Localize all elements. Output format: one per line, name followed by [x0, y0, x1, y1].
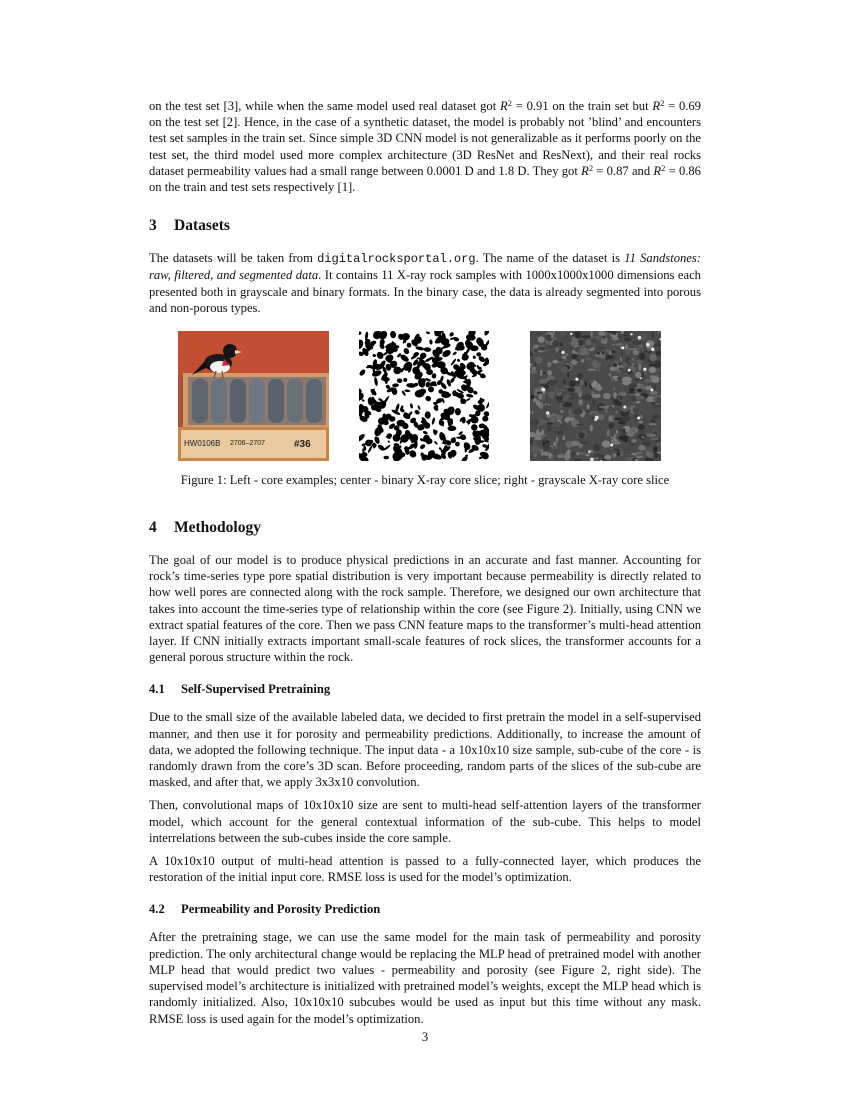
pretraining-paragraph-3: A 10x10x10 output of multi-head attention is passed to a fully-connected layer, which produces the restoration of the initial input core. RMSE loss is used for the model’s optimization.	[149, 854, 701, 885]
r2-value-4: $R^2 = 0.86$	[653, 162, 701, 178]
methodology-paragraph: The goal of our model is to produce physical predictions in an accurate and fast manner. Accounting for rock’s time-series type pore spatial distribution is very important because permeability is directly related to how well pores are connected along with the rock sample. Therefore, we designed our own architecture that takes into account the time-series type of relationship within the core (see Figure 2). Initially, using CNN we extract spatial features of the core. Then we pass CNN feature maps to the transformer’s multi-head attention layer. If CNN initially extracts important small-scale features of rock slices, the transformer accounts for a general porous structure within the rock.	[149, 553, 701, 665]
r2-value-2: $R^2 = 0.69$	[652, 98, 701, 113]
grayscale-xray-slice-image	[530, 331, 661, 461]
r2-value-3: $R^2 = 0.87$	[581, 162, 629, 178]
intro-text-4: and	[628, 163, 654, 178]
section-4-2-heading: 4.2 Permeability and Porosity Prediction	[149, 902, 381, 917]
intro-text-1: on the test set [3], while when the same model used real dataset got	[149, 99, 500, 113]
dataset-name: 11 Sandstones: raw, filtered, and segmented data	[149, 251, 701, 283]
intro-text-5: on the train and test sets respectively [1].	[149, 180, 356, 195]
figure-1	[149, 331, 701, 461]
dataset-url-link[interactable]: digitalrocksportal.org	[317, 252, 476, 267]
core-box-label-3: #36	[294, 439, 311, 451]
core-box-label-2: 2706–2707	[230, 440, 266, 448]
binary-xray-slice-image	[359, 331, 489, 461]
page-body	[149, 98, 701, 1027]
section-3-heading: 3 Datasets	[149, 217, 230, 235]
datasets-paragraph: The datasets will be taken from digitalrocksportal.org. The name of the dataset is 11 Sandstones: raw, filtered, and segmented data. It contains 11 X-ray rock samples with 1000x1000x1000 dimensions each presented both in grayscale and binary formats. In the binary case, the data is already segmented into porous and non-porous types.	[149, 251, 701, 315]
intro-text-2: on the train set but	[548, 99, 653, 113]
r2-value-1: $R^2 = 0.91$	[500, 98, 549, 113]
prediction-paragraph: After the pretraining stage, we can use the same model for the main task of permeability and porosity prediction. The only architectural change would be replacing the MLP head of pretrained model with another MLP head that would predict two values - permeability and porosity (see Figure 2, right side). The supervised model’s architecture is initialized with pretrained model’s weights, except the MLP head which is randomly initialized. Also, 10x10x10 subcubes would be used as input but this time without any mask. RMSE loss is used again for the model’s optimization.	[149, 930, 701, 1026]
section-4-1-heading: 4.1 Self-Supervised Pretraining	[149, 682, 331, 697]
core-box-label-1: HW0106B	[184, 439, 221, 449]
page-number: 3	[421, 1030, 429, 1044]
core-examples-image	[178, 331, 329, 461]
pretraining-paragraph-2: Then, convolutional maps of 10x10x10 size are sent to multi-head self-attention layers of the transformer model, which account for the general contextual information of the sub-cube. This helps to model interrelations between the sub-cubes inside the core sample.	[149, 798, 701, 845]
intro-paragraph	[149, 98, 701, 195]
figure-1-caption: Figure 1: Left - core examples; center - binary X-ray core slice; right - grayscale X-ray core slice	[180, 473, 670, 488]
intro-text-3: on the test set [2]. Hence, in the case of a synthetic dataset, the model is probably not ’blind’ and encounters test set samples in the train set. Since simple 3D CNN model is not generalizable as it performs poorly on the test set, the third model used more complex architecture (3D ResNet and ResNext), and their real rocks dataset permeability values had a small range between 0.0001 D and 1.8 D. They got	[149, 115, 701, 178]
section-4-heading: 4 Methodology	[149, 519, 261, 537]
pretraining-paragraph-1: Due to the small size of the available labeled data, we decided to first pretrain the model in a self-supervised manner, and then use it for porosity and permeability predictions. Additionally, to increase the amount of data, we adopted the following technique. The input data - a 10x10x10 size sample, sub-cube of the core - is randomly drawn from the core’s 3D scan. Before proceeding, random parts of the slices of the sub-cube are masked, and after that, we apply 3x3x10 convolution.	[149, 710, 701, 790]
